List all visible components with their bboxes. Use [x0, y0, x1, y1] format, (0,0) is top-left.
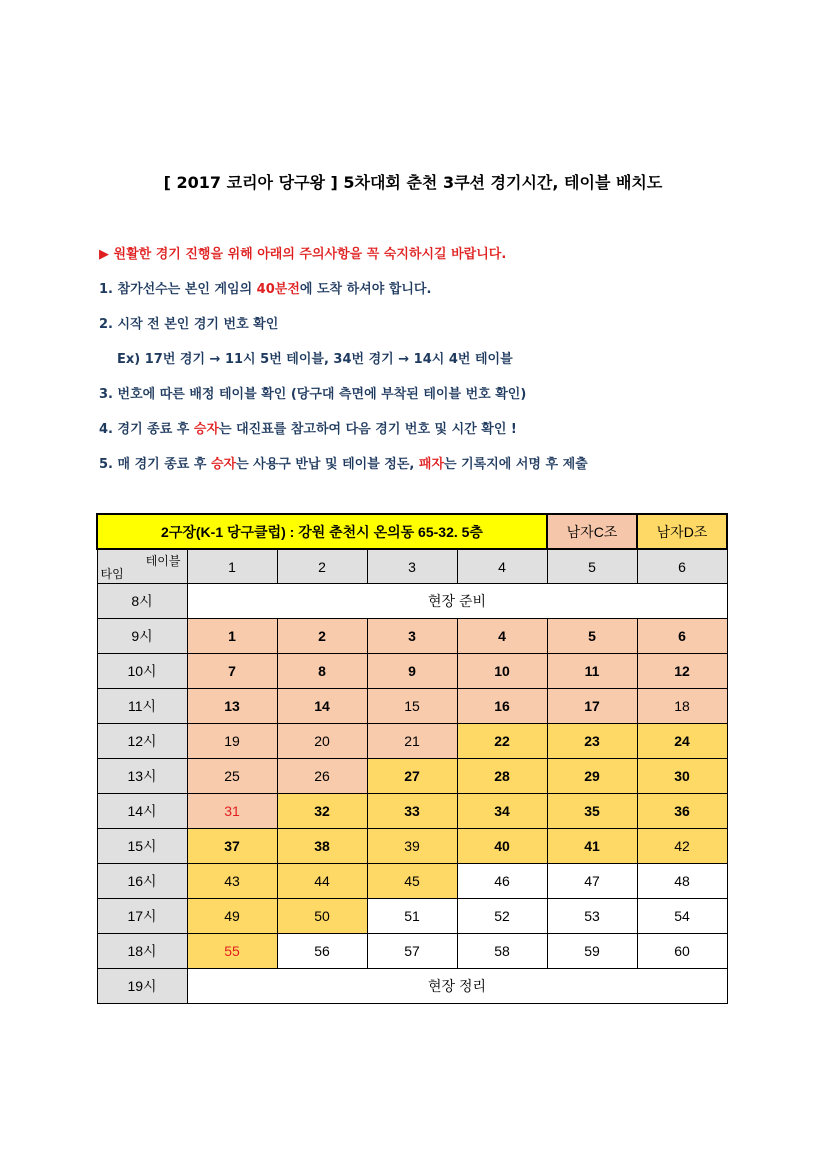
match-cell: 28 — [457, 759, 547, 794]
note-5-mid: 는 사용구 반납 및 테이블 정돈, — [236, 457, 419, 472]
note-2: 2. 시작 전 본인 경기 번호 확인 — [99, 317, 279, 332]
match-cell: 55 — [187, 934, 277, 969]
prep-label: 현장 준비 — [187, 584, 727, 619]
match-cell: 36 — [637, 794, 727, 829]
match-cell: 27 — [367, 759, 457, 794]
note-3: 3. 번호에 따른 배정 테이블 확인 (당구대 측면에 부착된 테이블 번호 확인) — [99, 387, 527, 402]
match-cell: 32 — [277, 794, 367, 829]
note-5-text: 5. 매 경기 종료 후 — [99, 457, 211, 472]
corner-time-label: 타임 — [100, 567, 124, 581]
match-cell: 57 — [367, 934, 457, 969]
match-cell: 15 — [367, 689, 457, 724]
venue-label: 2구장(K-1 당구클럽) : 강원 춘천시 온의동 65-32. 5층 — [97, 514, 547, 549]
prep-row — [97, 584, 727, 619]
time-cell: 10시 — [97, 654, 187, 689]
note-4-tail: 는 대진표를 참고하여 다음 경기 번호 및 시간 확인 ! — [219, 422, 517, 437]
match-cell: 38 — [277, 829, 367, 864]
match-cell: 30 — [637, 759, 727, 794]
table-number: 4 — [457, 549, 547, 584]
match-cell: 14 — [277, 689, 367, 724]
note-4-text: 4. 경기 종료 후 — [99, 422, 194, 437]
corner-table-label: 테이블 — [145, 554, 181, 568]
table-row — [97, 934, 727, 969]
warning-note: ▶ 원활한 경기 진행을 위해 아래의 주의사항을 꼭 숙지하시길 바랍니다. — [99, 247, 507, 262]
note-5-tail: 는 기록지에 서명 후 제출 — [444, 457, 588, 472]
match-cell: 59 — [547, 934, 637, 969]
match-cell: 54 — [637, 899, 727, 934]
note-5-highlight-loser: 패자 — [418, 457, 445, 472]
match-cell: 45 — [367, 864, 457, 899]
table-row — [97, 829, 727, 864]
table-number-row — [97, 549, 727, 584]
time-cell: 17시 — [97, 899, 187, 934]
corner-cell — [97, 549, 187, 584]
match-cell: 12 — [637, 654, 727, 689]
match-cell: 41 — [547, 829, 637, 864]
time-cell: 11시 — [97, 689, 187, 724]
time-cell: 9시 — [97, 619, 187, 654]
match-cell: 51 — [367, 899, 457, 934]
time-cell: 15시 — [97, 829, 187, 864]
note-4-highlight: 승자 — [193, 422, 220, 437]
match-cell: 24 — [637, 724, 727, 759]
table-row — [97, 619, 727, 654]
match-cell: 7 — [187, 654, 277, 689]
table-row — [97, 864, 727, 899]
match-cell: 44 — [277, 864, 367, 899]
table-number: 6 — [637, 549, 727, 584]
match-cell: 31 — [187, 794, 277, 829]
time-cell: 18시 — [97, 934, 187, 969]
match-cell: 1 — [187, 619, 277, 654]
table-number: 1 — [187, 549, 277, 584]
note-5-highlight-winner: 승자 — [210, 457, 237, 472]
group-c-label: 남자C조 — [547, 514, 637, 549]
match-cell: 29 — [547, 759, 637, 794]
match-cell: 22 — [457, 724, 547, 759]
match-cell: 46 — [457, 864, 547, 899]
match-cell: 48 — [637, 864, 727, 899]
match-cell: 19 — [187, 724, 277, 759]
note-5 — [99, 453, 588, 472]
table-row — [97, 899, 727, 934]
time-cell: 13시 — [97, 759, 187, 794]
match-cell: 17 — [547, 689, 637, 724]
match-cell: 20 — [277, 724, 367, 759]
match-cell: 6 — [637, 619, 727, 654]
match-cell: 35 — [547, 794, 637, 829]
match-cell: 49 — [187, 899, 277, 934]
match-cell: 9 — [367, 654, 457, 689]
match-cell: 60 — [637, 934, 727, 969]
note-1-text: 1. 참가선수는 본인 게임의 — [99, 282, 257, 297]
group-d-label: 남자D조 — [637, 514, 727, 549]
note-4 — [99, 418, 517, 437]
match-cell: 4 — [457, 619, 547, 654]
match-cell: 18 — [637, 689, 727, 724]
time-cell: 19시 — [97, 969, 187, 1004]
table-number: 3 — [367, 549, 457, 584]
match-cell: 34 — [457, 794, 547, 829]
match-cell: 13 — [187, 689, 277, 724]
match-cell: 58 — [457, 934, 547, 969]
venue-header-row — [97, 514, 727, 549]
schedule-table — [96, 513, 728, 1004]
time-cell: 16시 — [97, 864, 187, 899]
match-cell: 52 — [457, 899, 547, 934]
match-cell: 53 — [547, 899, 637, 934]
note-1-highlight: 40분전 — [256, 282, 300, 297]
match-cell: 2 — [277, 619, 367, 654]
note-1 — [99, 278, 431, 297]
note-2-example: Ex) 17번 경기 → 11시 5번 테이블, 34번 경기 → 14시 4번 테이블 — [117, 352, 513, 367]
match-cell: 16 — [457, 689, 547, 724]
cleanup-row — [97, 969, 727, 1004]
match-cell: 5 — [547, 619, 637, 654]
match-cell: 8 — [277, 654, 367, 689]
match-cell: 39 — [367, 829, 457, 864]
table-row — [97, 759, 727, 794]
match-cell: 11 — [547, 654, 637, 689]
match-cell: 25 — [187, 759, 277, 794]
match-cell: 56 — [277, 934, 367, 969]
page-title: [ 2017 코리아 당구왕 ] 5차대회 춘천 3쿠션 경기시간, 테이블 배치도 — [163, 173, 663, 192]
match-cell: 37 — [187, 829, 277, 864]
table-row — [97, 724, 727, 759]
time-cell: 14시 — [97, 794, 187, 829]
match-cell: 10 — [457, 654, 547, 689]
match-cell: 3 — [367, 619, 457, 654]
table-row — [97, 654, 727, 689]
table-number: 5 — [547, 549, 637, 584]
time-cell: 12시 — [97, 724, 187, 759]
match-cell: 42 — [637, 829, 727, 864]
match-cell: 26 — [277, 759, 367, 794]
match-cell: 50 — [277, 899, 367, 934]
match-cell: 40 — [457, 829, 547, 864]
note-1-tail: 에 도착 하셔야 합니다. — [299, 282, 432, 297]
table-number: 2 — [277, 549, 367, 584]
cleanup-label: 현장 정리 — [187, 969, 727, 1004]
match-cell: 47 — [547, 864, 637, 899]
table-row — [97, 794, 727, 829]
table-row — [97, 689, 727, 724]
match-cell: 33 — [367, 794, 457, 829]
match-cell: 43 — [187, 864, 277, 899]
match-cell: 21 — [367, 724, 457, 759]
match-cell: 23 — [547, 724, 637, 759]
time-cell: 8시 — [97, 584, 187, 619]
